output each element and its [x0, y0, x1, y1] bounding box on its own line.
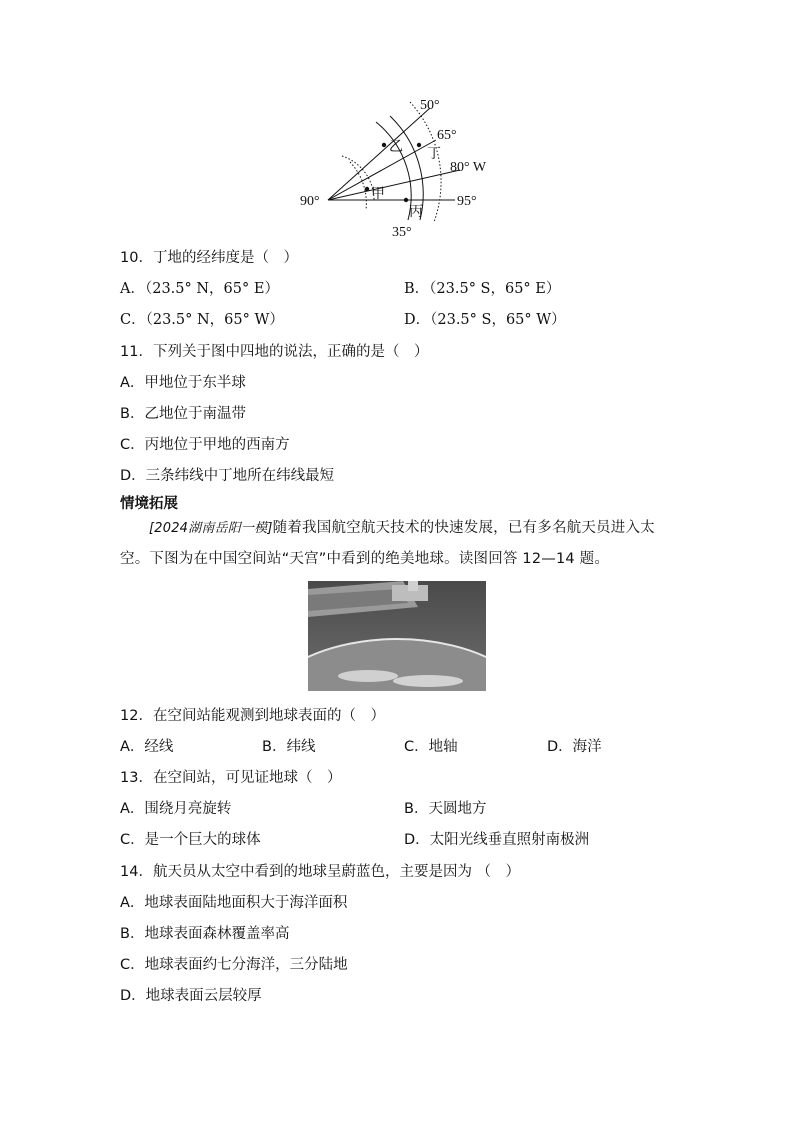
q11-stem: 11．下列关于图中四地的说法，正确的是（ ）	[120, 344, 429, 360]
label-80w: 80° W	[450, 160, 487, 175]
q13-option-d: D．太阳光线垂直照射南极洲	[404, 832, 590, 848]
q14-option-a: A．地球表面陆地面积大于海洋面积	[120, 895, 348, 911]
q13-option-a: A．围绕月亮旋转	[120, 801, 232, 817]
q10-stem: 10．丁地的经纬度是（ ）	[120, 250, 298, 266]
q12-option-c: C．地轴	[404, 739, 458, 755]
latitude-arc-1	[376, 122, 411, 220]
earth-from-space-photo	[308, 581, 486, 691]
q10-option-b: B．（23.5° S，65° E）	[404, 281, 561, 297]
label-35: 35°	[392, 225, 412, 240]
q11-option-a: A．甲地位于东半球	[120, 375, 246, 391]
q10-option-c: C．（23.5° N，65° W）	[120, 312, 284, 328]
label-65: 65°	[437, 128, 457, 143]
q14-option-c: C．地球表面约七分海洋，三分陆地	[120, 957, 348, 973]
label-ding: 丁	[427, 146, 441, 162]
label-50: 50°	[420, 98, 440, 113]
meridian-80	[328, 170, 460, 200]
latitude-longitude-diagram	[290, 92, 505, 244]
earth-photo-svg	[308, 581, 486, 691]
label-jia: 甲	[371, 186, 385, 202]
diagram-svg	[290, 92, 505, 244]
q12-stem: 12．在空间站能观测到地球表面的（ ）	[120, 708, 385, 724]
q11-option-c: C．丙地位于甲地的西南方	[120, 437, 290, 453]
q13-option-b: B．天圆地方	[404, 801, 487, 817]
passage	[120, 513, 680, 575]
q14-stem: 14．航天员从太空中看到的地球呈蔚蓝色，主要是因为 （ ）	[120, 864, 521, 880]
q14-option-b: B．地球表面森林覆盖率高	[120, 926, 290, 942]
point-bing	[404, 198, 408, 202]
q12-option-a: A．经线	[120, 739, 174, 755]
label-bing: 丙	[409, 204, 423, 220]
q11-option-d: D．三条纬线中丁地所在纬线最短	[120, 468, 335, 484]
section-title: 情境拓展	[120, 496, 178, 512]
point-yi	[382, 143, 386, 147]
passage-text: 随着我国航空航天技术的快速发展，已有多名航天员进入太空。下图为在中国空间站“天宫”中看到的绝美地球。读图回答 12—14 题。	[120, 520, 655, 567]
label-95: 95°	[457, 194, 477, 209]
q10-option-a: A．（23.5° N，65° E）	[120, 281, 279, 297]
label-yi: 乙	[389, 139, 403, 155]
q12-option-d: D．海洋	[547, 739, 602, 755]
q13-option-c: C．是一个巨大的球体	[120, 832, 261, 848]
passage-source: [2024湖南岳阳一模]	[149, 521, 273, 536]
point-jia	[365, 187, 369, 191]
q12-option-b: B．纬线	[262, 739, 316, 755]
point-ding	[417, 143, 421, 147]
q13-stem: 13．在空间站，可见证地球（ ）	[120, 770, 342, 786]
q14-option-d: D．地球表面云层较厚	[120, 988, 262, 1004]
q10-option-d: D．（23.5° S，65° W）	[404, 312, 566, 328]
label-90: 90°	[300, 194, 320, 209]
q11-option-b: B．乙地位于南温带	[120, 406, 246, 422]
